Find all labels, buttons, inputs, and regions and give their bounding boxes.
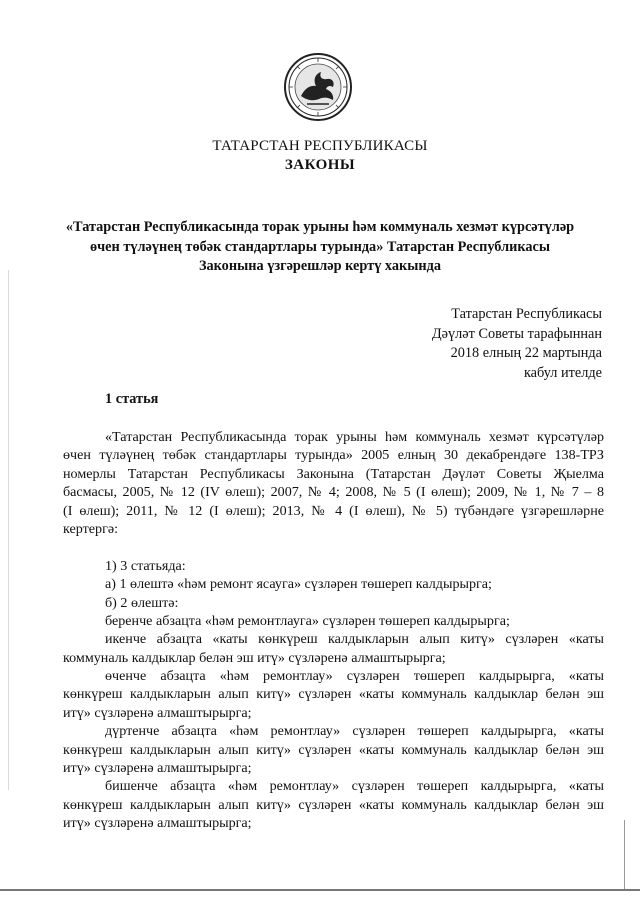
article-body <box>63 428 604 833</box>
state-emblem-icon <box>283 52 353 122</box>
adoption-line: кабул ителде <box>523 364 602 381</box>
body-line: (I өлеш); 2011, № 12 (I өлеш); 2013, № 4 (I өлеш), № 5) түбәндәге үзгәрешләрне <box>63 502 604 519</box>
adoption-line: Татарстан Республикасы <box>451 306 602 322</box>
body-line: бишенче абзацта «һәм ремонтлау» сүзләрен төшереп калдырырга, «каты <box>105 778 604 795</box>
republic-heading: ТАТАРСТАН РЕСПУБЛИКАСЫ <box>212 138 428 154</box>
body-line: кертергә: <box>63 520 119 537</box>
body-line: көнкүреш калдыкларын алып китү» сүзләрен «каты коммуналь калдыклар белән эш <box>63 741 604 758</box>
law-title <box>0 218 640 277</box>
list-item: 1) 3 статьяда: <box>105 557 186 574</box>
law-title-line: Законына үзгәрешләр кертү хакында <box>198 258 442 274</box>
list-item: б) 2 өлештә: <box>105 594 179 611</box>
body-line: көнкүреш калдыкларын алып китү» сүзләрен «каты коммуналь калдыклар белән эш <box>63 796 604 813</box>
body-line: коммуналь калдыклар белән эш итү» сүзләренә алмаштырырга; <box>63 649 446 666</box>
list-item: беренче абзацта «һәм ремонтлауга» сүзләрен төшереп калдырырга; <box>105 612 510 629</box>
body-line: көнкүреш калдыкларын алып китү» сүзләрен «каты коммуналь калдыклар белән эш <box>63 686 604 703</box>
body-line: номерлы Татарстан Республикасы Законына (Татарстан Дәүләт Советы Җыелма <box>63 465 604 482</box>
body-line: итү» сүзләренә алмаштырырга; <box>63 704 252 721</box>
law-title-line: өчен түләүнең төбәк стандартлары турында» Татарстан Республикасы <box>89 238 551 255</box>
article-heading: 1 статья <box>105 391 159 407</box>
adoption-line: 2018 елның 22 мартында <box>450 345 602 361</box>
list-item: а) 1 өлештә «һәм ремонт ясауга» сүзләрен төшереп калдырырга; <box>105 576 492 593</box>
scan-edge-mark <box>624 820 625 889</box>
law-heading: ЗАКОНЫ <box>284 157 356 173</box>
body-line: «Татарстан Республикасында торак урыны һәм коммуналь хезмәт күрсәтүләр <box>105 429 604 445</box>
body-line: дүртенче абзацта «һәм ремонтлау» сүзләрен төшереп калдырырга, «каты <box>105 723 604 740</box>
scan-margin-mark <box>8 270 9 790</box>
body-line: итү» сүзләренә алмаштырырга; <box>63 815 252 832</box>
body-line: басмасы, 2005, № 12 (IV өлеш); 2007, № 4; 2008, № 5 (I өлеш); 2009, № 1, № 7 – 8 <box>63 484 604 501</box>
adoption-block <box>432 305 602 383</box>
body-line: икенче абзацта «каты көнкүреш калдыкларын алып китү» сүзләрен «каты <box>105 631 604 648</box>
adoption-line: Дәүләт Советы тарафыннан <box>431 325 602 342</box>
body-line: итү» сүзләренә алмаштырырга; <box>63 760 252 777</box>
body-line: өченче абзацта «һәм ремонтлау» сүзләрен төшереп калдырырга, «каты <box>105 668 604 685</box>
law-title-line: «Татарстан Республикасында торак урыны һәм коммуналь хезмәт күрсәтүләр <box>65 219 575 235</box>
body-line: өчен түләүнең төбәк стандартлары турында» 2005 елның 30 декабрендәге 138-ТРЗ <box>63 447 604 464</box>
scan-bottom-edge <box>0 889 640 891</box>
